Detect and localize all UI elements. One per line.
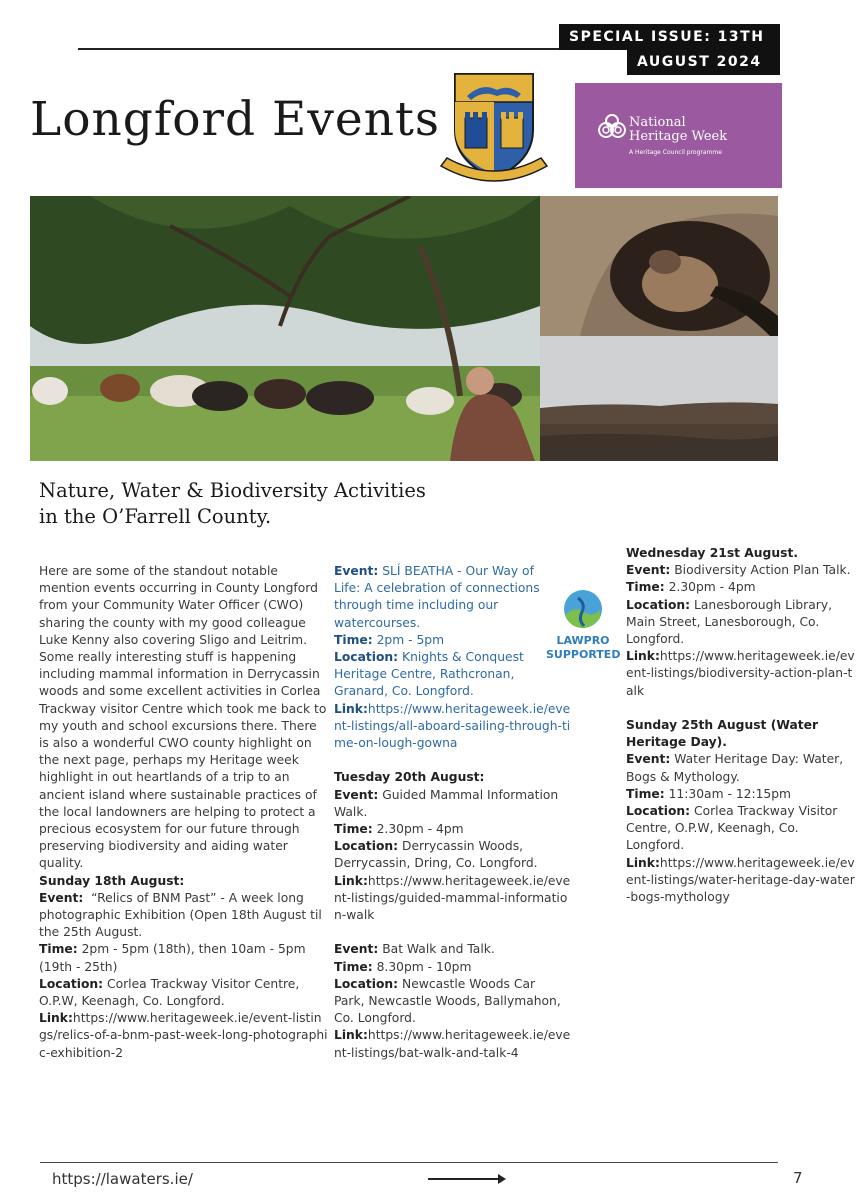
event-bat-walk [334,941,569,1061]
link-label: Link: [334,873,368,888]
time-label: Time: [334,632,373,647]
location-line [334,976,569,1028]
day-heading-tue-20: Tuesday 20th August: [334,770,485,785]
event-link[interactable]: https://www.heritageweek.ie/event-listings/bat-walk-and-talk-4 [334,1028,571,1060]
issue-badge [559,24,780,75]
time-text: 2.30pm - 4pm [376,822,464,837]
column-1 [39,563,329,1062]
event-text: Guided Mammal Information Walk. [334,787,559,819]
event-label: Event: [39,890,84,905]
time-label: Time: [626,786,665,801]
time-text: 2.30pm - 4pm [668,580,756,595]
time-line [334,959,569,976]
time-line [626,579,856,596]
event-label: Event: [626,563,671,578]
time-line [334,821,569,838]
event-link[interactable]: https://www.heritageweek.ie/event-listings/water-heritage-day-water-bogs-mythology [626,855,855,905]
nhw-name [629,116,727,144]
time-line [334,632,549,649]
time-text: 8.30pm - 10pm [376,959,472,974]
county-crest-logo [437,70,551,190]
event-link[interactable]: https://www.heritageweek.ie/event-listings/biodiversity-action-plan-talk [626,649,855,698]
location-line [334,838,569,872]
bogland-landscape-photo [540,336,778,461]
link-line [626,855,856,907]
arrow-right-icon [428,1172,508,1186]
link-line [334,1027,574,1061]
time-text: 11:30am - 12:15pm [668,786,792,801]
location-line [626,597,856,649]
nhw-name-line-1: National [629,115,686,130]
location-text: Knights & Conquest Heritage Centre, Rathcronan, Granard, Co. Longford. [334,650,524,699]
bat-in-cave-photo [540,196,778,336]
link-label: Link: [334,1028,368,1043]
time-label: Time: [626,580,665,595]
time-line [39,941,329,975]
event-text: SLÍ BEATHA - Our Way of Life: A celebration of connections through time including our watercourses. [334,564,540,630]
section-title [39,478,426,530]
day-heading-sun-25: Sunday 25th August (Water Heritage Day). [626,718,819,750]
event-water-heritage-day [626,751,856,906]
lawpro-line-2: SUPPORTED [546,648,621,661]
link-line [334,873,574,925]
event-label: Event: [334,942,379,957]
event-line [39,890,329,942]
location-label: Location: [334,839,399,854]
link-line [39,1010,329,1062]
location-label: Location: [626,804,691,819]
location-line [334,649,569,701]
time-line [626,786,856,803]
event-label: Event: [334,564,379,578]
event-label: Event: [334,787,379,802]
event-line [626,751,856,785]
event-text: Bat Walk and Talk. [382,942,495,957]
link-line [626,648,856,700]
column-3 [626,545,856,906]
location-text: Newcastle Woods Car Park, Newcastle Woods, Ballymahon, Co. Longford. [334,976,561,1026]
link-label: Link: [626,649,660,664]
event-text: Biodiversity Action Plan Talk. [674,563,851,578]
day-heading-sun-18: Sunday 18th August: [39,873,185,888]
event-line [334,563,549,632]
event-text: “Relics of BNM Past” - A week long photographic Exhibition (Open 18th August til the 25th August. [39,890,322,940]
location-line [626,803,856,855]
lawpro-line-1: LAWPRO [556,634,610,647]
location-text: Corlea Trackway Visitor Centre, O.P.W, Keenagh, Co. Longford. [39,976,300,1009]
day-heading-wed-21: Wednesday 21st August. [626,546,798,560]
event-biodiversity-talk [626,562,856,700]
link-line [334,701,574,753]
location-text: Derrycassin Woods, Derrycassin, Dring, Co. Longford. [334,839,538,871]
lawpro-supported-badge [546,588,620,668]
location-text: Lanesborough Library, Main Street, Lanesborough, Co. Longford. [626,597,833,647]
event-line [334,787,569,821]
nhw-subtitle: A Heritage Council programme [629,149,722,156]
location-label: Location: [334,976,399,991]
event-mammal-walk [334,787,569,925]
time-label: Time: [39,942,78,957]
lawpro-icon [562,588,604,630]
time-text: 2pm - 5pm [376,632,445,647]
nhw-name-line-2: Heritage Week [629,129,728,144]
link-label: Link: [626,855,660,870]
event-link[interactable]: https://www.heritageweek.ie/event-listings/guided-mammal-information-walk [334,873,571,923]
section-title-line-1: Nature, Water & Biodiversity Activities [39,479,426,502]
page-title: Longford Events [30,92,441,147]
event-link[interactable]: https://www.heritageweek.ie/event-listings/all-aboard-sailing-through-time-on-lough-gowna [334,701,571,751]
footer-rule [40,1162,778,1163]
page-number: 7 [793,1169,803,1187]
location-label: Location: [626,597,691,612]
location-label: Location: [39,976,104,991]
link-label: Link: [334,701,368,716]
time-label: Time: [334,822,373,837]
location-label: Location: [334,650,399,665]
link-label: Link: [39,1011,73,1026]
time-text: 2pm - 5pm (18th), then 10am - 5pm (19th - 25th) [39,942,306,974]
event-link[interactable]: https://www.heritageweek.ie/event-listings/relics-of-a-bnm-past-week-long-photographic-exhibition-2 [39,1011,328,1060]
footer-url-link[interactable]: https://lawaters.ie/ [52,1170,193,1188]
event-label: Event: [626,752,671,767]
section-title-line-2: in the O’Farrell County. [39,505,272,528]
location-line [39,976,329,1010]
time-label: Time: [334,959,373,974]
header-rule [78,48,564,50]
triskele-icon [597,113,627,143]
national-heritage-week-logo [575,83,782,188]
cattle-in-woodland-photo [30,196,540,461]
intro-paragraph: Here are some of the standout notable mention events occurring in County Longford from your Community Water Officer (CWO) sharing the county with my good colleague Luke Kenny also covering Sligo and Leitrim. Some really interesting stuff is happening including mammal information in Derrycassin woods and some excellent activities in Corlea Trackway visitor Centre which took me back to my youth and school excursions there. There is also a wonderful CWO county highlight on the next page, perhaps my Heritage week highlight in out heartlands of a trip to an ancient island where sustainable practices of the local landowners are helping to protect a precious ecosystem for our future through preserving biodiversity and aiding water quality. [39,564,327,871]
event-sli-beatha [334,563,571,752]
event-line [334,941,569,958]
issue-line-1: SPECIAL ISSUE: 13TH [559,24,780,50]
issue-line-2: AUGUST 2024 [627,49,780,75]
event-text: Water Heritage Day: Water, Bogs & Mythology. [626,752,844,784]
event-line [626,562,856,579]
location-text: Corlea Trackway Visitor Centre, O.P.W, Keenagh, Co. Longford. [626,804,838,853]
